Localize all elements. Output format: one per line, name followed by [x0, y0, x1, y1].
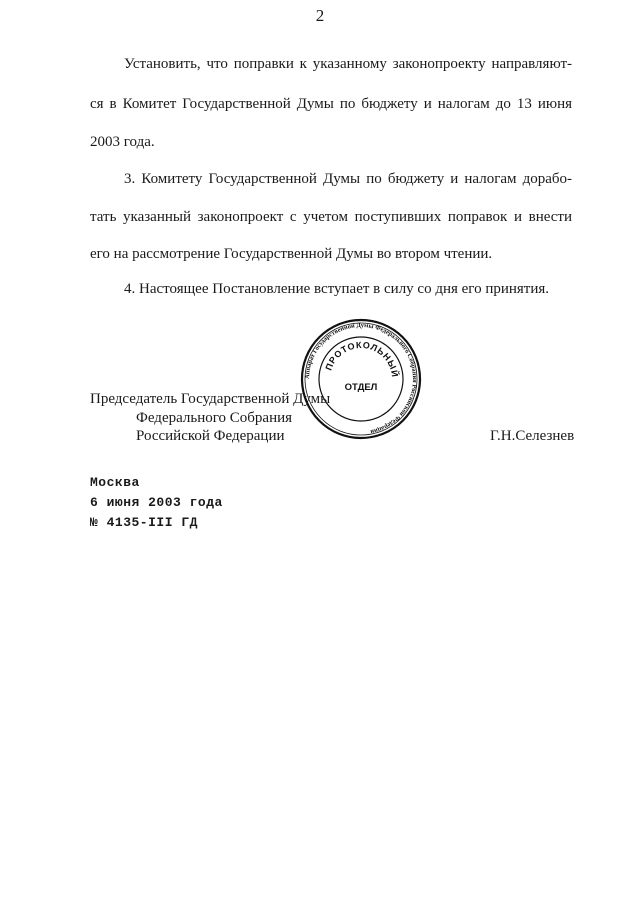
- paragraph-2-line-1: 3. Комитету Государственной Думы по бюджету и налогам дорабо-: [124, 171, 572, 187]
- stamp-arc-text: ПРОТОКОЛЬНЫЙ: [323, 339, 401, 379]
- footer-number: № 4135-III ГД: [90, 515, 198, 530]
- signature-title-line-2: Федерального Собрания: [136, 410, 293, 426]
- signer-name: Г.Н.Селезнев: [490, 428, 575, 444]
- paragraph-1-line-1: Установить, что поправки к указанному законопроекту направляют-: [124, 56, 572, 72]
- footer-date: 6 июня 2003 года: [90, 495, 223, 510]
- paragraph-3-line-1: 4. Настоящее Постановление вступает в силу со дня его принятия.: [124, 281, 550, 297]
- stamp-center-text: ОТДЕЛ: [344, 382, 378, 393]
- paragraph-2-line-3: его на рассмотрение Государственной Думы во втором чтении.: [90, 246, 493, 262]
- stamp-outer-ring: [302, 320, 420, 438]
- paragraph-1-line-2: ся в Комитет Государственной Думы по бюджету и налогам до 13 июня: [90, 96, 572, 112]
- footer-city: Москва: [90, 475, 140, 490]
- signature-title-line-1: Председатель Государственной Думы: [90, 391, 331, 407]
- stamp-outer-text: Аппарат Государственной Думы Федерального Собрания Российской Федерации: [303, 321, 419, 436]
- page-number: 2: [315, 6, 325, 25]
- signature-title-line-3: Российской Федерации: [136, 428, 285, 444]
- official-stamp: [300, 318, 422, 440]
- paragraph-2-line-2: тать указанный законопроект с учетом поступивших поправок и внести: [90, 209, 572, 225]
- paragraph-1-line-3: 2003 года.: [90, 134, 155, 150]
